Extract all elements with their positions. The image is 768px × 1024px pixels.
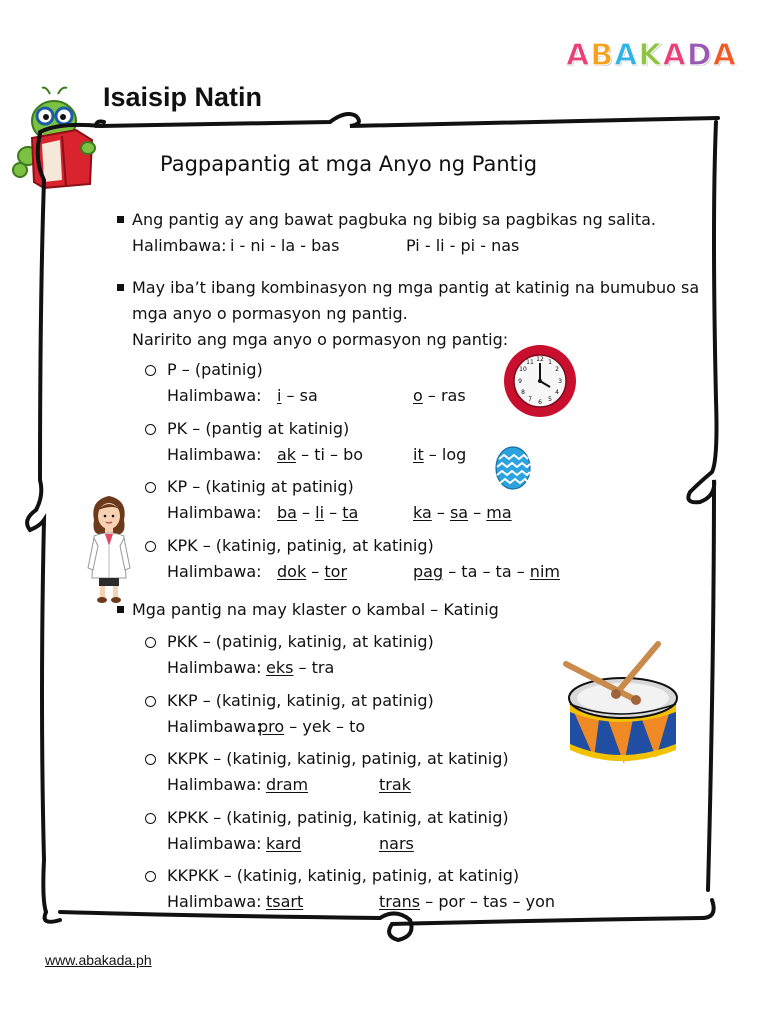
logo-letter: K — [638, 38, 663, 73]
pattern-label: P – (patinig) — [167, 360, 263, 379]
website-link[interactable]: www.abakada.ph — [45, 952, 152, 968]
example-syllables: eks – tra — [266, 658, 335, 677]
logo-letter: B — [590, 38, 615, 73]
easter-egg-icon — [494, 443, 532, 491]
example-syllables: ba – li – ta — [277, 503, 359, 522]
teacher-icon — [84, 490, 134, 604]
example-syllables: dok – tor — [277, 561, 348, 581]
example-syllables: pag – ta – ta – nim — [413, 561, 560, 581]
svg-text:8: 8 — [521, 389, 525, 396]
logo-letter: A — [712, 38, 737, 73]
example-label: Halimbawa: — [132, 236, 227, 255]
example-label: Halimbawa: — [167, 658, 262, 677]
logo-letter: A — [614, 38, 639, 73]
worksheet-title: Pagpapantig at mga Anyo ng Pantig — [160, 152, 538, 176]
bullet-circle — [145, 696, 156, 707]
svg-text:7: 7 — [528, 396, 532, 403]
pattern-label: KKPKK – (katinig, katinig, patinig, at katinig) — [167, 866, 520, 885]
svg-text:10: 10 — [519, 366, 527, 373]
svg-text:2: 2 — [555, 366, 559, 373]
pattern-label: KP – (katinig at patinig) — [167, 477, 354, 496]
example-syllables: kard — [266, 833, 302, 853]
example-label: Halimbawa: — [167, 716, 262, 736]
example-syllables: pro – yek – to — [258, 716, 366, 736]
bullet-square — [117, 606, 124, 613]
page-title: Isaisip Natin — [103, 82, 263, 112]
example-label: Halimbawa: — [167, 561, 262, 581]
logo-letter: D — [686, 38, 713, 73]
bullet-circle — [145, 813, 156, 824]
drum-icon — [560, 640, 686, 772]
svg-text:11: 11 — [526, 359, 534, 366]
bullet-text: Naririto ang mga anyo o pormasyon ng pantig: — [132, 330, 509, 349]
bullet-circle — [145, 541, 156, 552]
bullet-circle — [145, 871, 156, 882]
svg-text:1: 1 — [548, 359, 552, 366]
example-syllables: trans – por – tas – yon — [379, 892, 555, 911]
example-label: Halimbawa: — [167, 503, 262, 522]
bullet-circle — [145, 754, 156, 765]
example-label: Halimbawa: — [167, 775, 262, 794]
example-syllables: i – sa — [277, 386, 318, 405]
bullet-circle — [145, 482, 156, 493]
pattern-label: KPKK – (katinig, patinig, katinig, at katinig) — [167, 807, 509, 827]
example-syllables: Pi - li - pi - nas — [406, 236, 520, 255]
abakada-logo — [566, 38, 737, 73]
svg-text:9: 9 — [518, 378, 522, 385]
svg-text:3: 3 — [558, 378, 562, 385]
example-syllables: dram — [266, 775, 309, 794]
pattern-label: KPK – (katinig, patinig, at katinig) — [167, 535, 434, 555]
svg-text:6: 6 — [538, 399, 542, 406]
bullet-square — [117, 284, 124, 291]
bullet-circle — [145, 365, 156, 376]
logo-letter: A — [566, 38, 591, 73]
svg-text:4: 4 — [555, 389, 559, 396]
svg-text:12: 12 — [536, 356, 544, 363]
example-label: Halimbawa: — [167, 892, 262, 911]
example-syllables: tsart — [266, 892, 304, 911]
example-label: Halimbawa: — [167, 833, 262, 853]
bullet-text: May iba’t ibang kombinasyon ng mga pantig at katinig na bumubuo sa — [132, 278, 700, 297]
pattern-label: KKPK – (katinig, katinig, patinig, at katinig) — [167, 749, 509, 768]
bullet-circle — [145, 424, 156, 435]
clock-icon — [502, 343, 578, 419]
bullet-text: Ang pantig ay ang bawat pagbuka ng bibig sa pagbikas ng salita. — [132, 210, 656, 229]
example-syllables: ka – sa – ma — [413, 503, 512, 522]
example-syllables: i - ni - la - bas — [230, 236, 340, 255]
example-syllables: ak – ti – bo — [277, 444, 364, 464]
svg-text:5: 5 — [548, 396, 552, 403]
bullet-square — [117, 216, 124, 223]
pattern-label: PKK – (patinig, katinig, at katinig) — [167, 632, 434, 651]
logo-letter: A — [662, 38, 687, 73]
example-syllables: o – ras — [413, 386, 466, 405]
bullet-text: mga anyo o pormasyon ng pantig. — [132, 304, 408, 323]
example-syllables: nars — [379, 833, 414, 853]
pattern-label: KKP – (katinig, katinig, at patinig) — [167, 690, 434, 710]
example-syllables: it – log — [413, 444, 467, 464]
example-label: Halimbawa: — [167, 444, 262, 464]
example-syllables: trak — [379, 775, 411, 794]
example-label: Halimbawa: — [167, 386, 262, 405]
bullet-text: Mga pantig na may klaster o kambal – Katinig — [132, 600, 499, 619]
bullet-circle — [145, 637, 156, 648]
pattern-label: PK – (pantig at katinig) — [167, 418, 350, 438]
